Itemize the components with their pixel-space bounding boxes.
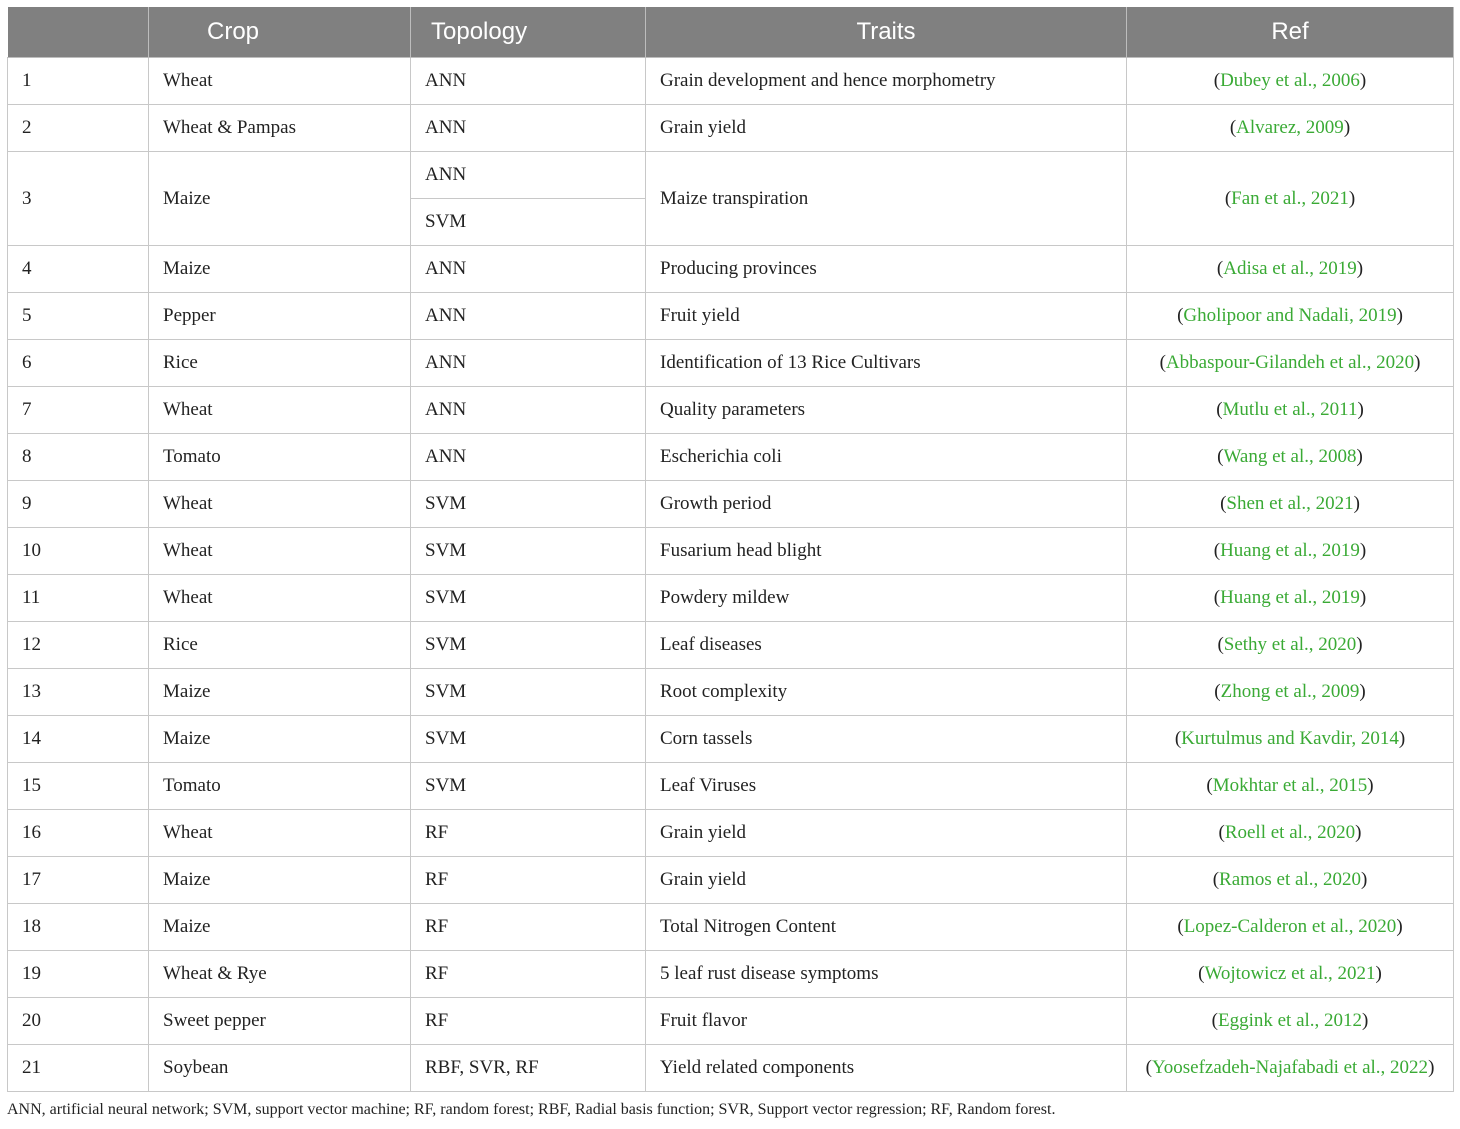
table-row [8, 434, 1454, 481]
header-topology: Topology [411, 7, 646, 58]
reference-link[interactable]: Eggink et al., 2012 [1217, 1010, 1363, 1031]
traits-cell: Producing provinces [646, 246, 1127, 293]
ref-open-paren: ( [1177, 305, 1184, 326]
ref-close-paren: ) [1396, 305, 1403, 326]
crop-cell: Wheat [149, 387, 411, 434]
topology-cell: SVM [411, 199, 646, 246]
reference-link[interactable]: Huang et al., 2019 [1220, 540, 1360, 561]
ref-cell [1127, 810, 1454, 857]
row-number-cell: 4 [8, 246, 149, 293]
table-body [8, 58, 1454, 1092]
crop-cell: Rice [149, 340, 411, 387]
ref-open-paren: ( [1213, 70, 1221, 91]
table-row [8, 340, 1454, 387]
table-row [8, 763, 1454, 810]
ref-close-paren: ) [1356, 446, 1363, 467]
reference-link[interactable]: Roell et al., 2020 [1224, 822, 1356, 843]
reference-link[interactable]: Adisa et al., 2019 [1223, 258, 1357, 279]
table-row [8, 528, 1454, 575]
table-row [8, 246, 1454, 293]
ref-open-paren: ( [1212, 869, 1220, 890]
ref-close-paren: ) [1359, 70, 1367, 91]
table-row [8, 387, 1454, 434]
header-crop: Crop [149, 7, 411, 58]
crop-cell: Wheat [149, 810, 411, 857]
row-number-cell: 14 [8, 716, 149, 763]
reference-link[interactable]: Shen et al., 2021 [1226, 493, 1354, 514]
ref-open-paren: ( [1220, 493, 1227, 514]
crop-cell: Pepper [149, 293, 411, 340]
ref-open-paren: ( [1216, 399, 1223, 420]
traits-cell: Total Nitrogen Content [646, 904, 1127, 951]
reference-link[interactable]: Wojtowicz et al., 2021 [1204, 963, 1376, 984]
row-number-cell: 16 [8, 810, 149, 857]
ref-close-paren: ) [1398, 728, 1406, 749]
topology-cell: ANN [411, 387, 646, 434]
ref-close-paren: ) [1357, 399, 1364, 420]
traits-cell: Quality parameters [646, 387, 1127, 434]
ref-close-paren: ) [1353, 493, 1360, 514]
ref-close-paren: ) [1343, 117, 1351, 138]
row-number-cell: 15 [8, 763, 149, 810]
reference-link[interactable]: Sethy et al., 2020 [1223, 634, 1357, 655]
header-ref: Ref [1127, 7, 1454, 58]
ref-close-paren: ) [1359, 587, 1367, 608]
traits-cell: Leaf diseases [646, 622, 1127, 669]
row-number-cell: 12 [8, 622, 149, 669]
crop-cell: Rice [149, 622, 411, 669]
traits-cell: Maize transpiration [646, 152, 1127, 246]
ref-cell [1127, 434, 1454, 481]
row-number-cell: 5 [8, 293, 149, 340]
traits-cell: Grain yield [646, 810, 1127, 857]
ref-close-paren: ) [1356, 634, 1363, 655]
traits-cell: Fruit flavor [646, 998, 1127, 1045]
table-row [8, 669, 1454, 716]
ref-cell [1127, 528, 1454, 575]
row-number-cell: 6 [8, 340, 149, 387]
table-row [8, 622, 1454, 669]
table-row [8, 857, 1454, 904]
topology-cell: SVM [411, 575, 646, 622]
ref-cell [1127, 58, 1454, 105]
reference-link[interactable]: Fan et al., 2021 [1231, 187, 1349, 209]
topology-cell: SVM [411, 481, 646, 528]
reference-link[interactable]: Yoosefzadeh-Najafabadi et al., 2022 [1151, 1057, 1429, 1078]
ref-cell [1127, 669, 1454, 716]
crop-cell: Maize [149, 152, 411, 246]
crop-cell: Wheat [149, 58, 411, 105]
ref-close-paren: ) [1359, 540, 1367, 561]
ref-close-paren: ) [1355, 822, 1362, 843]
ref-open-paren: ( [1214, 681, 1221, 702]
row-number-cell: 17 [8, 857, 149, 904]
ref-cell [1127, 622, 1454, 669]
ref-cell [1127, 340, 1454, 387]
table-header-row [8, 7, 1454, 58]
ref-close-paren: ) [1356, 258, 1364, 279]
crop-cell: Maize [149, 246, 411, 293]
traits-cell: Grain development and hence morphometry [646, 58, 1127, 105]
topology-cell: SVM [411, 716, 646, 763]
ref-cell [1127, 105, 1454, 152]
traits-cell: Corn tassels [646, 716, 1127, 763]
crop-ml-table [7, 7, 1454, 1092]
crop-cell: Wheat [149, 528, 411, 575]
row-number-cell: 2 [8, 105, 149, 152]
ref-open-paren: ( [1177, 916, 1184, 937]
traits-cell: Powdery mildew [646, 575, 1127, 622]
reference-link[interactable]: Mutlu et al., 2011 [1222, 399, 1358, 420]
reference-link[interactable]: Abbaspour-Gilandeh et al., 2020 [1165, 352, 1415, 373]
row-number-cell: 19 [8, 951, 149, 998]
ref-open-paren: ( [1145, 1057, 1152, 1078]
topology-cell: RF [411, 951, 646, 998]
ref-cell [1127, 763, 1454, 810]
traits-cell: Escherichia coli [646, 434, 1127, 481]
row-number-cell: 1 [8, 58, 149, 105]
traits-cell: Fusarium head blight [646, 528, 1127, 575]
traits-cell: Grain yield [646, 857, 1127, 904]
reference-link[interactable]: Gholipoor and Nadali, 2019 [1183, 305, 1397, 326]
traits-cell: Growth period [646, 481, 1127, 528]
ref-open-paren: ( [1213, 540, 1221, 561]
traits-cell: Grain yield [646, 105, 1127, 152]
topology-cell: RF [411, 810, 646, 857]
topology-cell: SVM [411, 622, 646, 669]
topology-cell: RF [411, 904, 646, 951]
table-row [8, 293, 1454, 340]
table-row [8, 810, 1454, 857]
traits-cell: Identification of 13 Rice Cultivars [646, 340, 1127, 387]
crop-cell: Maize [149, 669, 411, 716]
reference-link[interactable]: Huang et al., 2019 [1220, 587, 1360, 608]
ref-close-paren: ) [1348, 187, 1356, 209]
crop-cell: Sweet pepper [149, 998, 411, 1045]
reference-link[interactable]: Alvarez, 2009 [1236, 117, 1344, 138]
table-row [8, 904, 1454, 951]
row-number-cell: 3 [8, 152, 149, 246]
ref-close-paren: ) [1414, 352, 1421, 373]
topology-cell: RF [411, 998, 646, 1045]
crop-cell: Wheat [149, 481, 411, 528]
table-row [8, 716, 1454, 763]
topology-cell: ANN [411, 340, 646, 387]
ref-open-paren: ( [1198, 963, 1205, 984]
ref-open-paren: ( [1211, 1010, 1218, 1031]
ref-open-paren: ( [1217, 446, 1224, 467]
topology-cell: ANN [411, 105, 646, 152]
crop-cell: Wheat & Rye [149, 951, 411, 998]
ref-close-paren: ) [1428, 1057, 1435, 1078]
header-traits: Traits [646, 7, 1127, 58]
topology-cell: ANN [411, 434, 646, 481]
ref-close-paren: ) [1360, 869, 1368, 890]
ref-cell [1127, 246, 1454, 293]
traits-cell: Yield related components [646, 1045, 1127, 1092]
row-number-cell: 8 [8, 434, 149, 481]
table-row [8, 481, 1454, 528]
row-number-cell: 18 [8, 904, 149, 951]
ref-cell [1127, 716, 1454, 763]
ref-close-paren: ) [1367, 775, 1374, 796]
ref-close-paren: ) [1396, 916, 1403, 937]
row-number-cell: 7 [8, 387, 149, 434]
ref-cell [1127, 951, 1454, 998]
topology-cell: SVM [411, 528, 646, 575]
row-number-cell: 13 [8, 669, 149, 716]
ref-open-paren: ( [1217, 634, 1224, 655]
reference-link[interactable]: Dubey et al., 2006 [1220, 70, 1360, 91]
reference-link[interactable]: Ramos et al., 2020 [1219, 869, 1361, 890]
header-number [8, 7, 149, 58]
row-number-cell: 10 [8, 528, 149, 575]
ref-cell [1127, 998, 1454, 1045]
crop-cell: Maize [149, 857, 411, 904]
ref-close-paren: ) [1359, 681, 1366, 702]
traits-cell: 5 leaf rust disease symptoms [646, 951, 1127, 998]
reference-link[interactable]: Kurtulmus and Kavdir, 2014 [1181, 728, 1399, 749]
ref-close-paren: ) [1375, 963, 1382, 984]
topology-cell: ANN [411, 293, 646, 340]
table-row [8, 105, 1454, 152]
crop-cell: Tomato [149, 434, 411, 481]
topology-cell: RF [411, 857, 646, 904]
table-row [8, 575, 1454, 622]
ref-open-paren: ( [1206, 775, 1213, 796]
topology-cell: SVM [411, 669, 646, 716]
row-number-cell: 9 [8, 481, 149, 528]
ref-open-paren: ( [1218, 822, 1225, 843]
ref-open-paren: ( [1216, 258, 1224, 279]
reference-link[interactable]: Lopez-Calderon et al., 2020 [1183, 916, 1397, 937]
ref-cell [1127, 904, 1454, 951]
table-row [8, 152, 1454, 199]
topology-cell: RBF, SVR, RF [411, 1045, 646, 1092]
ref-open-paren: ( [1229, 117, 1237, 138]
row-number-cell: 21 [8, 1045, 149, 1092]
table-row [8, 951, 1454, 998]
crop-cell: Soybean [149, 1045, 411, 1092]
topology-cell: ANN [411, 152, 646, 199]
row-number-cell: 20 [8, 998, 149, 1045]
ref-cell [1127, 152, 1454, 246]
ref-cell [1127, 293, 1454, 340]
topology-cell: ANN [411, 246, 646, 293]
ref-open-paren: ( [1174, 728, 1182, 749]
table-row [8, 58, 1454, 105]
topology-cell: ANN [411, 58, 646, 105]
ref-cell [1127, 857, 1454, 904]
traits-cell: Leaf Viruses [646, 763, 1127, 810]
reference-link[interactable]: Wang et al., 2008 [1223, 446, 1357, 467]
ref-open-paren: ( [1224, 187, 1232, 209]
reference-link[interactable]: Mokhtar et al., 2015 [1212, 775, 1368, 796]
table-row [8, 1045, 1454, 1092]
ref-cell [1127, 387, 1454, 434]
ref-cell [1127, 481, 1454, 528]
table-footnote: ANN, artificial neural network; SVM, support vector machine; RF, random forest; RBF, Radial basis function; SVR, Support vector regression; RF, Random forest. [7, 1101, 1056, 1118]
ref-close-paren: ) [1362, 1010, 1369, 1031]
ref-open-paren: ( [1159, 352, 1166, 373]
ref-open-paren: ( [1213, 587, 1221, 608]
crop-cell: Maize [149, 904, 411, 951]
topology-cell: SVM [411, 763, 646, 810]
crop-cell: Wheat & Pampas [149, 105, 411, 152]
row-number-cell: 11 [8, 575, 149, 622]
reference-link[interactable]: Zhong et al., 2009 [1220, 681, 1360, 702]
ref-cell [1127, 575, 1454, 622]
table-row [8, 998, 1454, 1045]
data-table-wrapper [7, 7, 1453, 1092]
crop-cell: Wheat [149, 575, 411, 622]
traits-cell: Fruit yield [646, 293, 1127, 340]
traits-cell: Root complexity [646, 669, 1127, 716]
crop-cell: Maize [149, 716, 411, 763]
crop-cell: Tomato [149, 763, 411, 810]
ref-cell [1127, 1045, 1454, 1092]
